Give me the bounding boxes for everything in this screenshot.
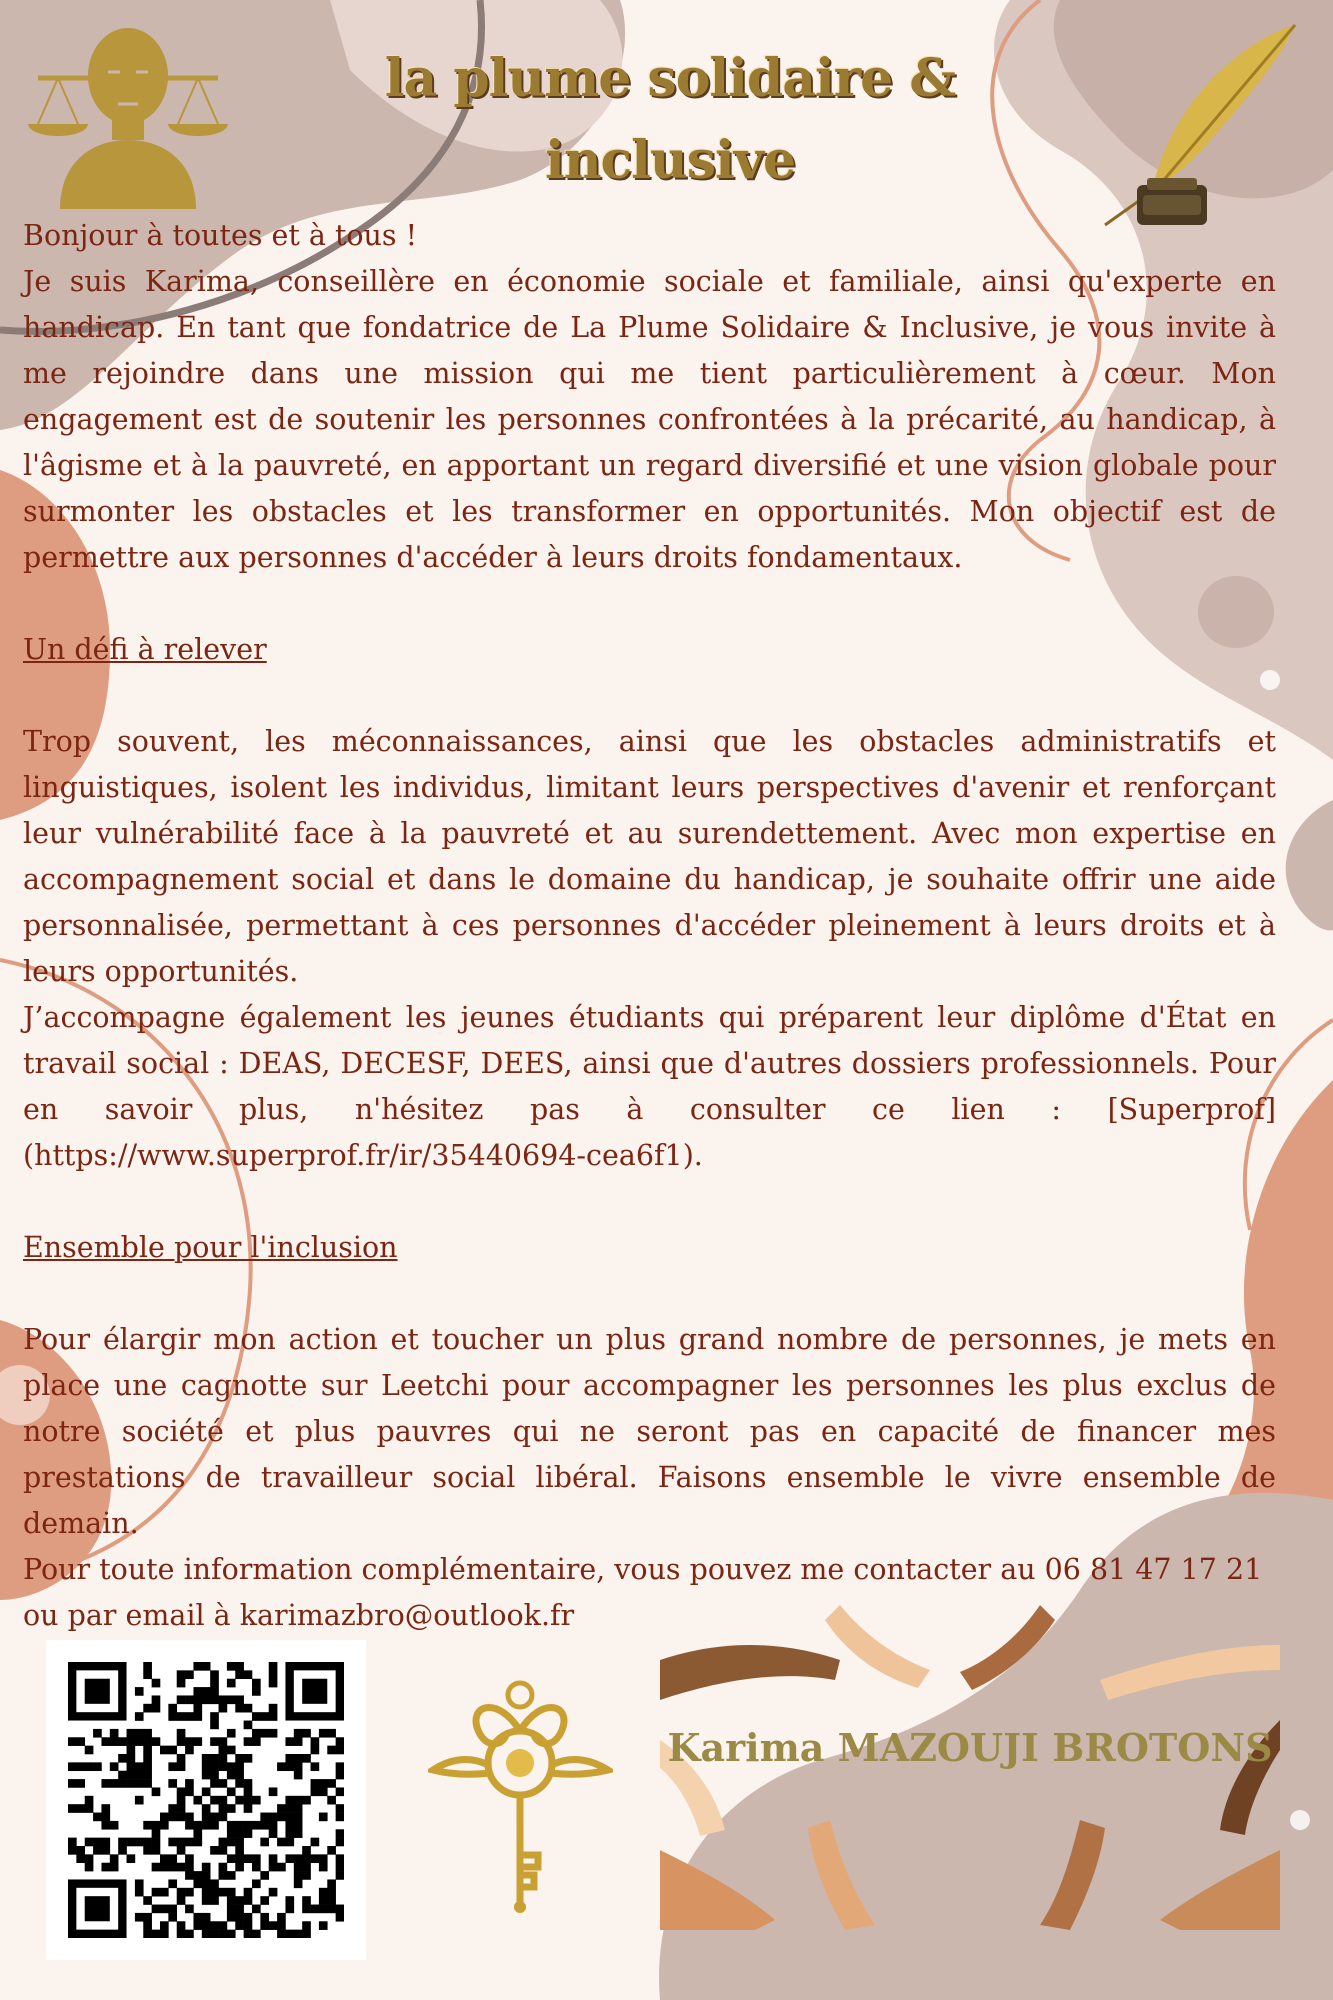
- page-title: [300, 38, 1040, 202]
- contact-phone: Pour toute information complémentaire, vous pouvez me contacter au 06 81 47 17 21: [23, 1553, 1263, 1586]
- contact-email: ou par email à karimazbro@outlook.fr: [23, 1599, 575, 1632]
- golden-key-icon: [428, 1675, 613, 1920]
- quill-inkwell-icon: [1095, 20, 1310, 230]
- author-signature: Karima MAZOUJI BROTONS: [667, 1725, 1273, 1770]
- section-heading-defi: Un défi à relever: [23, 633, 267, 666]
- title-line-1: la plume solidaire &: [384, 48, 956, 109]
- greeting: Bonjour à toutes et à tous !: [23, 219, 418, 252]
- qr-code[interactable]: [46, 1640, 366, 1960]
- justice-scales-icon: [20, 14, 236, 209]
- title-line-2: inclusive: [544, 130, 796, 191]
- section-heading-inclusion: Ensemble pour l'inclusion: [23, 1231, 398, 1264]
- defi-paragraph: Trop souvent, les méconnaissances, ainsi que les obstacles administratifs et linguistiques, isolent les individus, limitant leurs perspectives d'avenir et renforçant leur vulnérabilité face à la pauvreté et au surendettement. Avec mon expertise en accompagnement social et dans le domaine du handicap, je souhaite offrir une aide personnalisée, permettant à ces personnes d'accéder pleinement à leurs droits et à leurs opportunités.: [23, 725, 1276, 988]
- main-content: [23, 213, 1276, 1639]
- students-paragraph: J’accompagne également les jeunes étudiants qui préparent leur diplôme d'État en travail social : DEAS, DECESF, DEES, ainsi que d'autres dossiers professionnels. Pour en savoir plus, n'hésitez pas à consulter ce lien : [Superprof] (https://www.superprof.fr/ir/35440694-cea6f1).: [23, 1001, 1276, 1172]
- inclusion-paragraph: Pour élargir mon action et toucher un plus grand nombre de personnes, je mets en place une cagnotte sur Leetchi pour accompagner les personnes les plus exclus de notre société et plus pauvres qui ne seront pas en capacité de financer mes prestations de travailleur social libéral. Faisons ensemble le vivre ensemble de demain.: [23, 1323, 1276, 1540]
- intro-paragraph: Je suis Karima, conseillère en économie sociale et familiale, ainsi qu'experte en handicap. En tant que fondatrice de La Plume Solidaire & Inclusive, je vous invite à me rejoindre dans une mission qui me tient particulièrement à cœur. Mon engagement est de soutenir les personnes confrontées à la précarité, au handicap, à l'âgisme et à la pauvreté, en apportant un regard diversifié et une vision globale pour surmonter les obstacles et les transformer en opportunités. Mon objectif est de permettre aux personnes d'accéder à leurs droits fondamentaux.: [23, 265, 1276, 574]
